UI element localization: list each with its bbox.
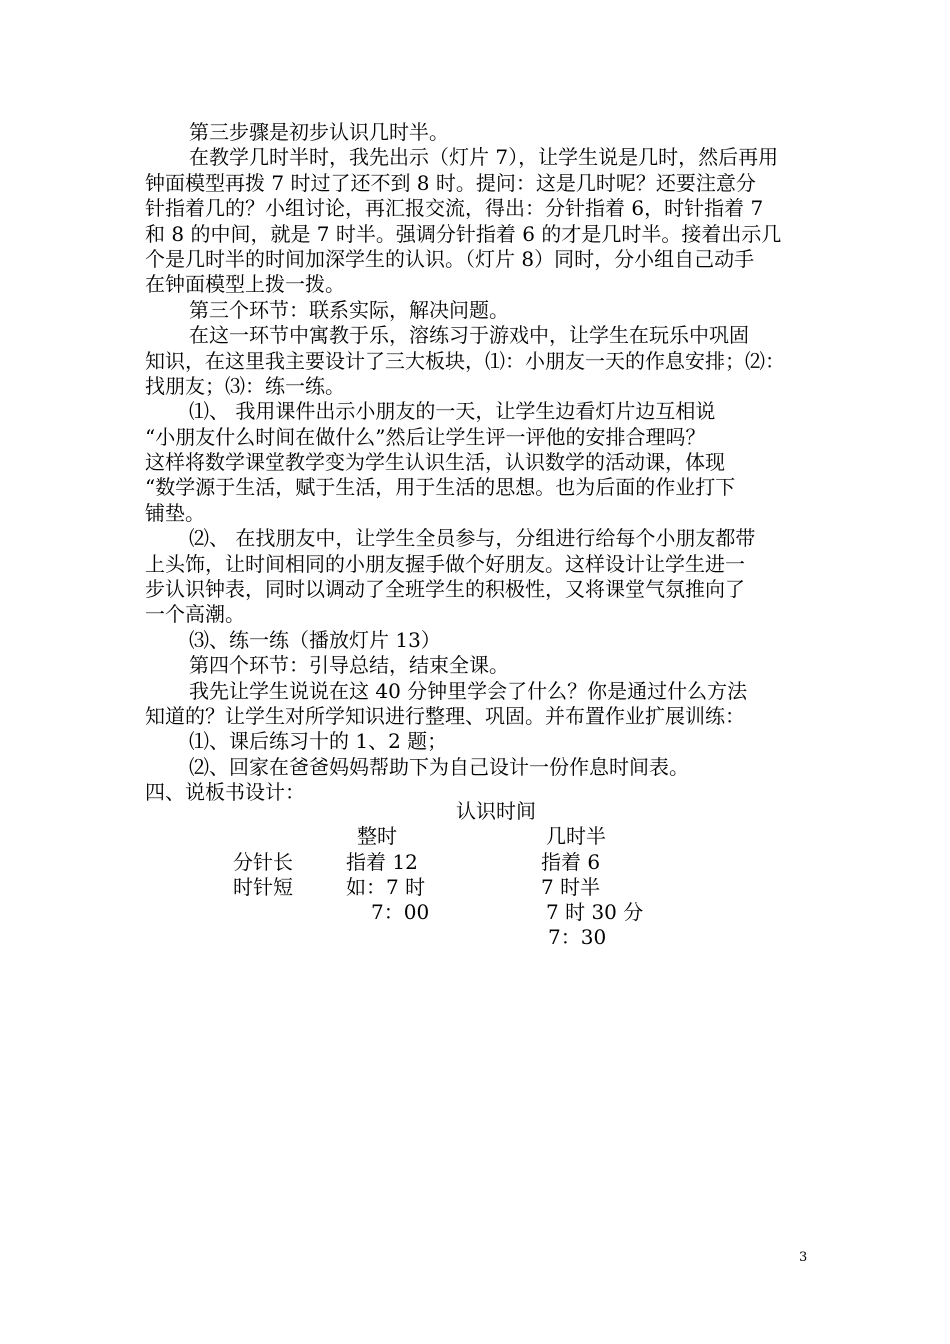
paragraph-line: 步认识钟表，同时以调动了全班学生的积极性，又将课堂气氛推向了 — [145, 577, 745, 602]
board-row-label: 时针短 — [233, 875, 293, 899]
board-cell: 指着 6 — [541, 850, 601, 874]
paragraph-line: 这样将数学课堂教学变为学生认识生活，认识数学的活动课，体现 — [145, 450, 725, 475]
board-cell: 指着 12 — [346, 850, 418, 874]
paragraph-line: “小朋友什么时间在做什么”然后让学生评一评他的安排合理吗？ — [145, 424, 706, 449]
board-header-half: 几时半 — [546, 824, 606, 848]
paragraph-line: 第三步骤是初步认识几时半。 — [189, 120, 449, 144]
paragraph-line: ⑵、 在找朋友中，让学生全员参与，分组进行给每个小朋友都带 — [189, 526, 756, 551]
body-text — [145, 120, 810, 806]
paragraph-line: 个是几时半的时间加深学生的认识。（灯片 8）同时，分小组自己动手 — [145, 246, 755, 271]
paragraph-line: 针指着几的？小组讨论，再汇报交流，得出：分针指着 6，时针指着 7 — [145, 196, 764, 221]
board-header-whole: 整时 — [357, 824, 397, 848]
board-cell: 7 时 30 分 — [546, 900, 644, 924]
section-heading: 四、说板书设计： — [145, 780, 305, 805]
paragraph-line: 一个高潮。 — [145, 602, 245, 627]
board-title: 认识时间 — [456, 799, 536, 823]
section-heading: 第三个环节：联系实际，解决问题。 — [189, 297, 509, 322]
board-cell: 如：7 时 — [346, 875, 426, 899]
paragraph-line: “数学源于生活，赋于生活，用于生活的思想。也为后面的作业打下 — [145, 475, 736, 500]
paragraph-line: 在这一环节中寓教于乐，溶练习于游戏中，让学生在玩乐中巩固 — [189, 323, 749, 348]
paragraph-line: ⑴、 我用课件出示小朋友的一天，让学生边看灯片边互相说 — [189, 399, 716, 424]
paragraph-line: 在钟面模型上拨一拨。 — [145, 272, 345, 297]
paragraph-line: 知道的？让学生对所学知识进行整理、巩固。并布置作业扩展训练： — [145, 703, 745, 728]
page-number: 3 — [799, 1250, 808, 1265]
paragraph-line: 找朋友；⑶：练一练。 — [145, 373, 345, 398]
paragraph-line: 和 8 的中间，就是 7 时半。强调分针指着 6 的才是几时半。接着出示几 — [145, 221, 782, 246]
paragraph-line: 上头饰，让时间相同的小朋友握手做个好朋友。这样设计让学生进一 — [145, 551, 745, 576]
board-row-label: 分针长 — [233, 850, 293, 874]
board-cell: 7：30 — [548, 925, 607, 949]
paragraph-line: 我先让学生说说在这 40 分钟里学会了什么？你是通过什么方法 — [189, 678, 748, 703]
paragraph-line: ⑴、课后练习十的 1、2 题； — [189, 729, 448, 754]
paragraph-line: ⑵、回家在爸爸妈妈帮助下为自己设计一份作息时间表。 — [189, 754, 689, 779]
paragraph-line: 知识，在这里我主要设计了三大板块，⑴：小朋友一天的作息安排；⑵： — [145, 348, 785, 373]
section-heading: 第四个环节：引导总结，结束全课。 — [189, 653, 509, 678]
paragraph-line: ⑶、练一练（播放灯片 13） — [189, 627, 441, 652]
board-cell: 7 时半 — [541, 875, 601, 899]
board-cell: 7：00 — [371, 900, 430, 924]
paragraph-line: 在教学几时半时，我先出示（灯片 7），让学生说是几时，然后再用 — [189, 145, 779, 170]
paragraph-line: 铺垫。 — [145, 500, 205, 525]
paragraph-line: 钟面模型再拨 7 时过了还不到 8 时。提问：这是几时呢？还要注意分 — [145, 170, 756, 195]
